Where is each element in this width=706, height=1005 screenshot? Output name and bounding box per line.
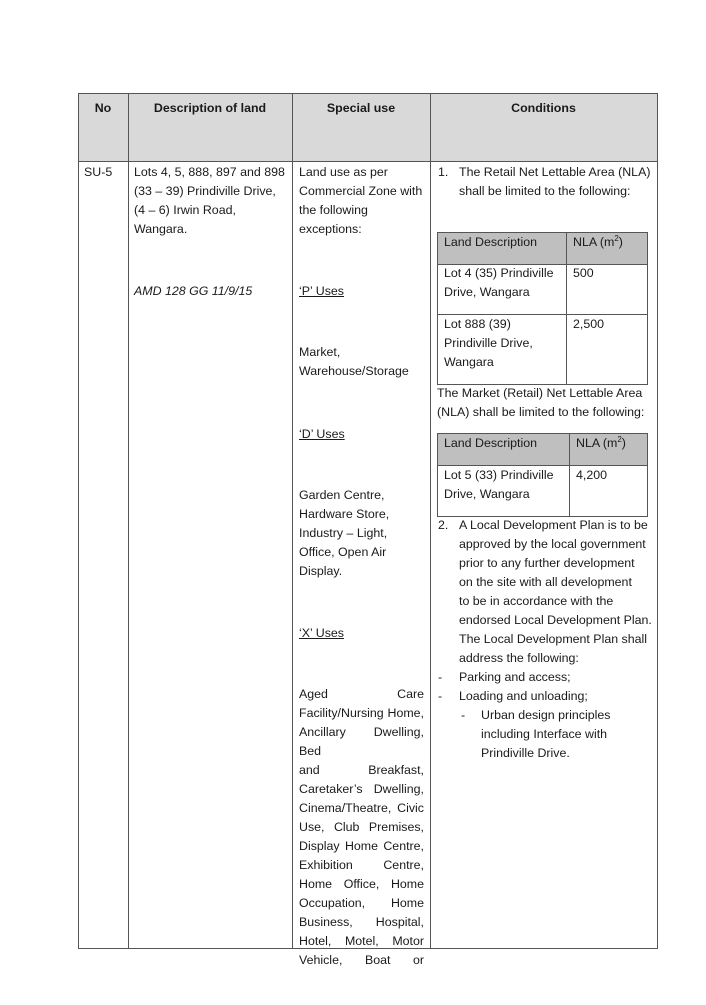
use-line: Market,	[299, 345, 341, 359]
use-line: Use, Club Premises,	[299, 820, 424, 834]
description-line: (4 – 6) Irwin Road,	[134, 203, 236, 217]
use-line: Cinema/Theatre, Civic	[299, 801, 424, 815]
cell-line: Prindiville Drive,	[444, 336, 533, 350]
use-line: Display Home Centre,	[299, 839, 424, 853]
header-conditions: Conditions	[511, 101, 576, 115]
bullet-line: Prindiville Drive.	[481, 746, 570, 760]
condition-line: endorsed Local Development Plan.	[459, 613, 652, 627]
condition-line: The Market (Retail) Net Lettable Area	[437, 386, 643, 400]
nla-superscript: 2	[617, 434, 622, 444]
col-border-2	[292, 93, 293, 949]
p-uses-list	[299, 343, 409, 381]
bullet-line: including Interface with	[481, 727, 608, 741]
description-line: Wangara.	[134, 222, 188, 236]
condition-line: prior to any further development	[459, 556, 635, 570]
special-use-intro	[299, 163, 422, 239]
col-border-left	[78, 93, 79, 949]
use-line: Vehicle, Boat or	[299, 953, 424, 967]
condition-1-text	[459, 163, 650, 201]
use-line: Garden Centre,	[299, 488, 385, 502]
header-divider	[78, 161, 658, 162]
header-special-use: Special use	[326, 101, 396, 115]
x-uses-list	[299, 685, 424, 970]
row-number: SU-5	[84, 165, 113, 179]
intro-line: exceptions:	[299, 222, 362, 236]
bullet-marker: -	[438, 670, 443, 684]
col-border-1	[128, 93, 129, 949]
condition-line: approved by the local government	[459, 537, 646, 551]
nla-superscript: 2	[614, 233, 619, 243]
condition-1-number: 1.	[438, 165, 449, 179]
condition-line: to be in accordance with the	[459, 594, 614, 608]
d-uses-heading: ‘D’ Uses	[299, 427, 345, 441]
nla-label-end: )	[618, 235, 623, 249]
col-border-3	[430, 93, 431, 949]
use-line: Ancillary Dwelling, Bed	[299, 725, 424, 758]
description-line: (33 – 39) Prindiville Drive,	[134, 184, 276, 198]
condition-2-number: 2.	[438, 518, 449, 532]
x-uses-heading: ‘X’ Uses	[299, 626, 344, 640]
d-uses-list	[299, 486, 389, 581]
condition-line: The Local Development Plan shall	[459, 632, 648, 646]
header-description: Description of land	[153, 101, 267, 115]
cell-line: Drive, Wangara	[444, 285, 530, 299]
use-line: Caretaker’s Dwelling,	[299, 782, 424, 796]
use-line: Facility/Nursing Home,	[299, 706, 424, 720]
intro-line: Commercial Zone with	[299, 184, 423, 198]
use-line: Warehouse/Storage	[299, 364, 409, 378]
intro-line: the following	[299, 203, 368, 217]
bullet-loading: Loading and unloading;	[459, 689, 588, 703]
condition-line: shall be limited to the following:	[459, 184, 631, 198]
use-line: Business, Hospital,	[299, 915, 424, 929]
condition-line: address the following:	[459, 651, 579, 665]
table1-row2-nla: 2,500	[573, 317, 605, 331]
condition-line: on the site with all development	[459, 575, 632, 589]
table1-col-nla	[573, 233, 623, 252]
col-border-right	[657, 93, 658, 949]
cell-line: Lot 5 (33) Prindiville	[444, 468, 554, 482]
condition-line: A Local Development Plan is to be	[459, 518, 648, 532]
bullet-marker: -	[438, 689, 443, 703]
nla-label: NLA (m	[573, 235, 615, 249]
table2-col-land-description: Land Description	[444, 436, 537, 450]
use-line: Display.	[299, 564, 343, 578]
land-description	[134, 163, 285, 239]
use-line: Occupation, Home	[299, 896, 424, 910]
p-uses-heading: ‘P’ Uses	[299, 284, 344, 298]
use-line: Industry – Light,	[299, 526, 388, 540]
nla-label: NLA (m	[576, 436, 618, 450]
use-line: Hotel, Motel, Motor	[299, 934, 424, 948]
condition-2-text	[459, 516, 652, 668]
use-line: Hardware Store,	[299, 507, 390, 521]
use-line: and Breakfast,	[299, 763, 424, 777]
sub-bullet-marker: -	[461, 708, 466, 722]
bullet-parking: Parking and access;	[459, 670, 571, 684]
bullet-line: Urban design principles	[481, 708, 611, 722]
table-top-border	[78, 93, 658, 94]
condition-line: (NLA) shall be limited to the following:	[437, 405, 645, 419]
table2-row1-nla: 4,200	[576, 468, 608, 482]
condition-line: The Retail Net Lettable Area (NLA)	[459, 165, 651, 179]
cell-line: Wangara	[444, 355, 494, 369]
use-line: Aged Care	[299, 687, 424, 701]
nla-label-end: )	[621, 436, 626, 450]
sub-bullet-urban-design	[481, 706, 611, 763]
description-line: Lots 4, 5, 888, 897 and 898	[134, 165, 285, 179]
table2-row1-desc	[444, 466, 554, 504]
use-line: Home Office, Home	[299, 877, 424, 891]
market-nla-text	[437, 384, 644, 422]
amendment-reference: AMD 128 GG 11/9/15	[134, 284, 253, 298]
cell-line: Lot 4 (35) Prindiville	[444, 266, 554, 280]
table2-col-nla	[576, 434, 626, 453]
table1-col-land-description: Land Description	[444, 235, 537, 249]
cell-line: Lot 888 (39)	[444, 317, 511, 331]
cell-line: Drive, Wangara	[444, 487, 530, 501]
table1-row2-desc	[444, 315, 533, 372]
header-no: No	[94, 101, 112, 115]
table1-row1-nla: 500	[573, 266, 594, 280]
use-line: Office, Open Air	[299, 545, 387, 559]
intro-line: Land use as per	[299, 165, 388, 179]
table1-row1-desc	[444, 264, 554, 302]
use-line: Exhibition Centre,	[299, 858, 424, 872]
